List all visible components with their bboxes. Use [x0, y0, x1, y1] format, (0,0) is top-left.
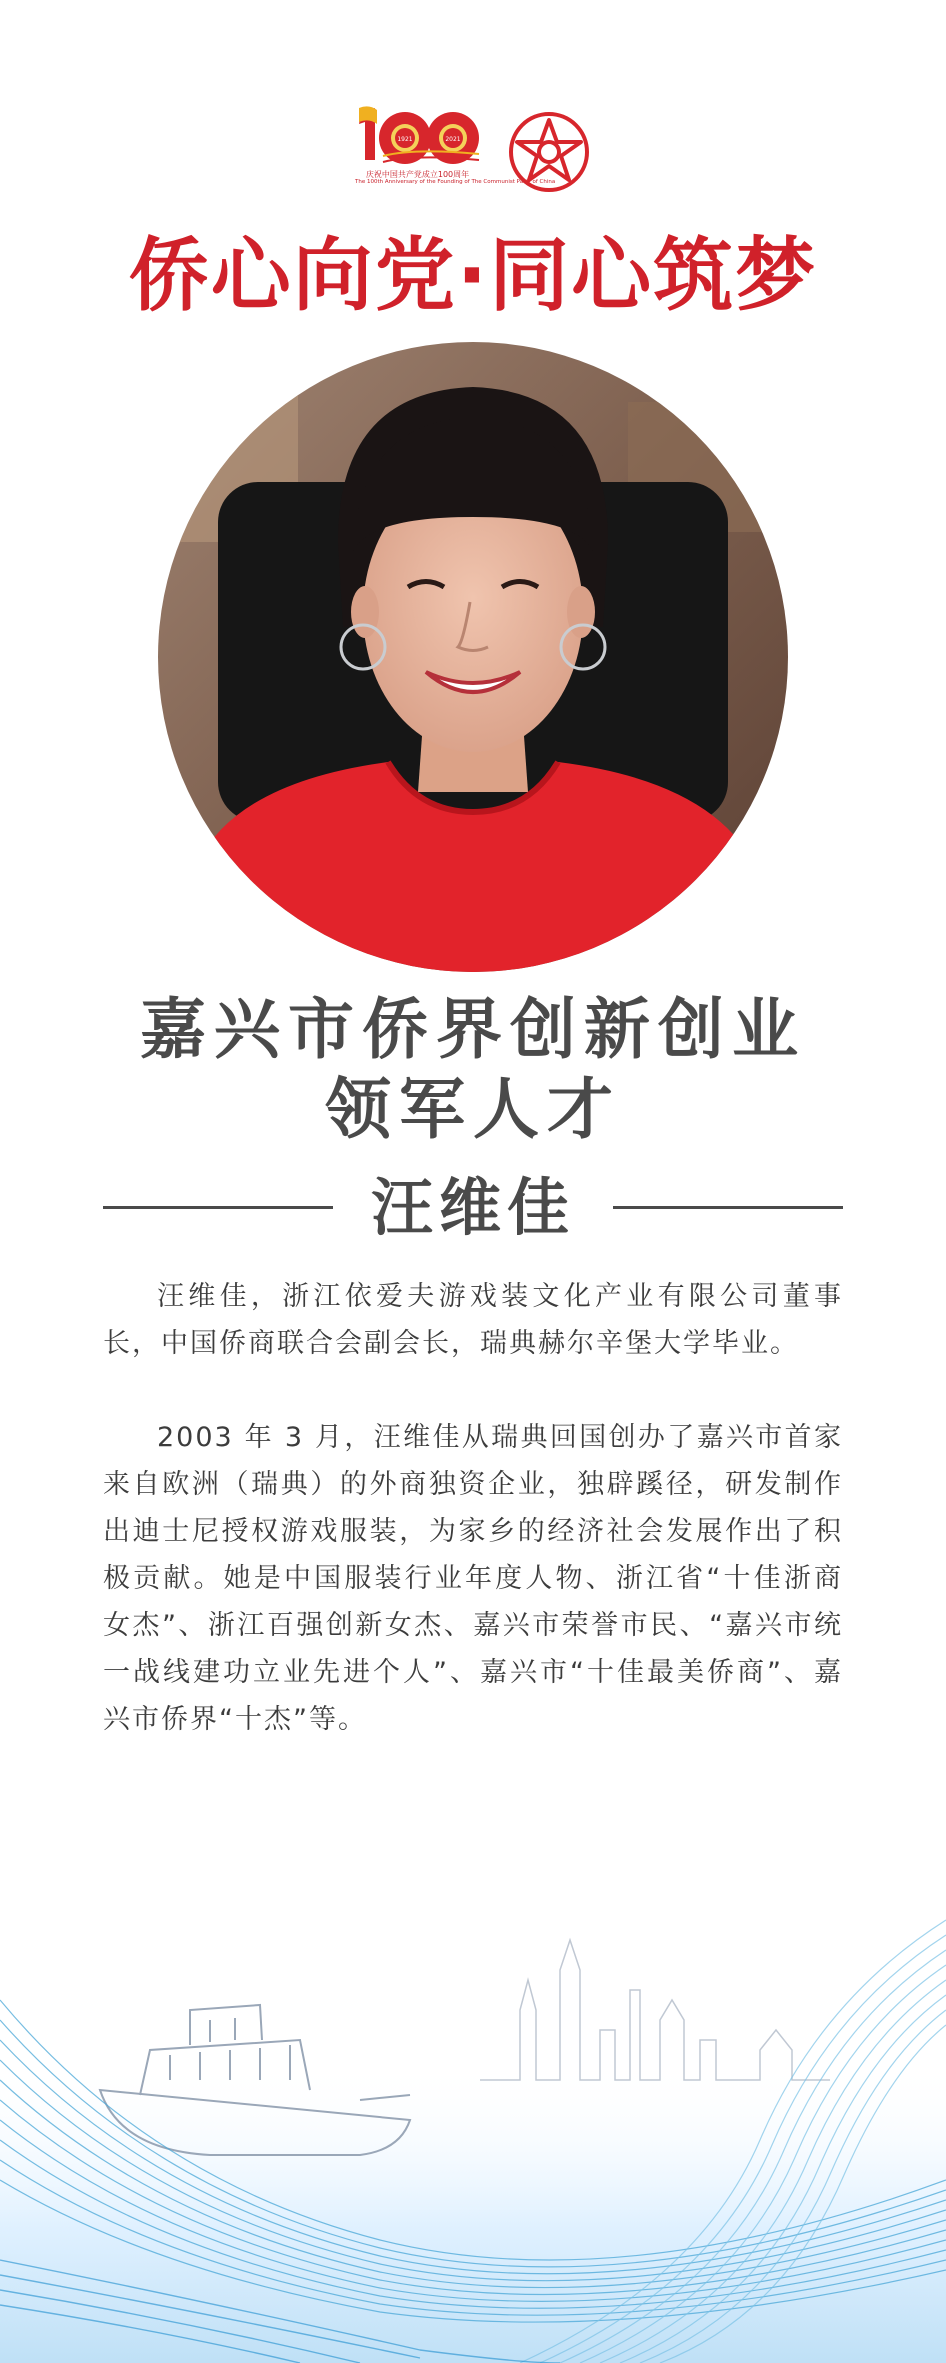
bio-paragraph-2: 2003 年 3 月，汪维佳从瑞典回国创办了嘉兴市首家来自欧洲（瑞典）的外商独资企业，独辟蹊径，研发制作出迪士尼授权游戏服装，为家乡的经济社会发展作出了积极贡献。她是中国服装行业年度人物、浙江省“十佳浙商女杰”、浙江百强创新女杰、嘉兴市荣誉市民、“嘉兴市统一战线建功立业先进个人”、嘉兴市“十佳最美侨商”、嘉兴市侨界“十杰”等。: [103, 1422, 843, 1735]
person-name-row: [0, 1168, 946, 1248]
portrait-illustration: [158, 342, 788, 972]
party-100th-anniversary-logo: [355, 104, 556, 199]
footer-decoration: [0, 1880, 946, 2363]
party-emblem-icon: [355, 104, 480, 170]
star-knot-emblem-icon: [505, 108, 593, 196]
svg-text:1921: 1921: [397, 136, 413, 143]
honor-title: [0, 990, 946, 1150]
headline: 侨心向党·同心筑梦: [128, 229, 818, 322]
name-divider-right: [613, 1206, 843, 1209]
biography: [103, 1273, 843, 1790]
person-name: 汪维佳: [370, 1171, 575, 1244]
city-skyline-icon: [480, 1940, 830, 2080]
svg-text:2021: 2021: [445, 136, 461, 143]
honor-title-line-1: 嘉兴市侨界创新创业: [140, 991, 806, 1068]
portrait-photo: [158, 342, 788, 972]
logo-row: [0, 104, 946, 204]
wave-lines-icon: [0, 1880, 946, 2363]
honor-title-line-2: 领军人才: [325, 1071, 621, 1148]
anniversary-caption: 庆祝中国共产党成立100周年 The 100th Anniversary of the Founding of The Communist Party of China: [355, 170, 556, 185]
bio-paragraph-1: 汪维佳，浙江依爱夫游戏装文化产业有限公司董事长，中国侨商联合会副会长，瑞典赫尔辛堡大学毕业。: [103, 1281, 843, 1359]
